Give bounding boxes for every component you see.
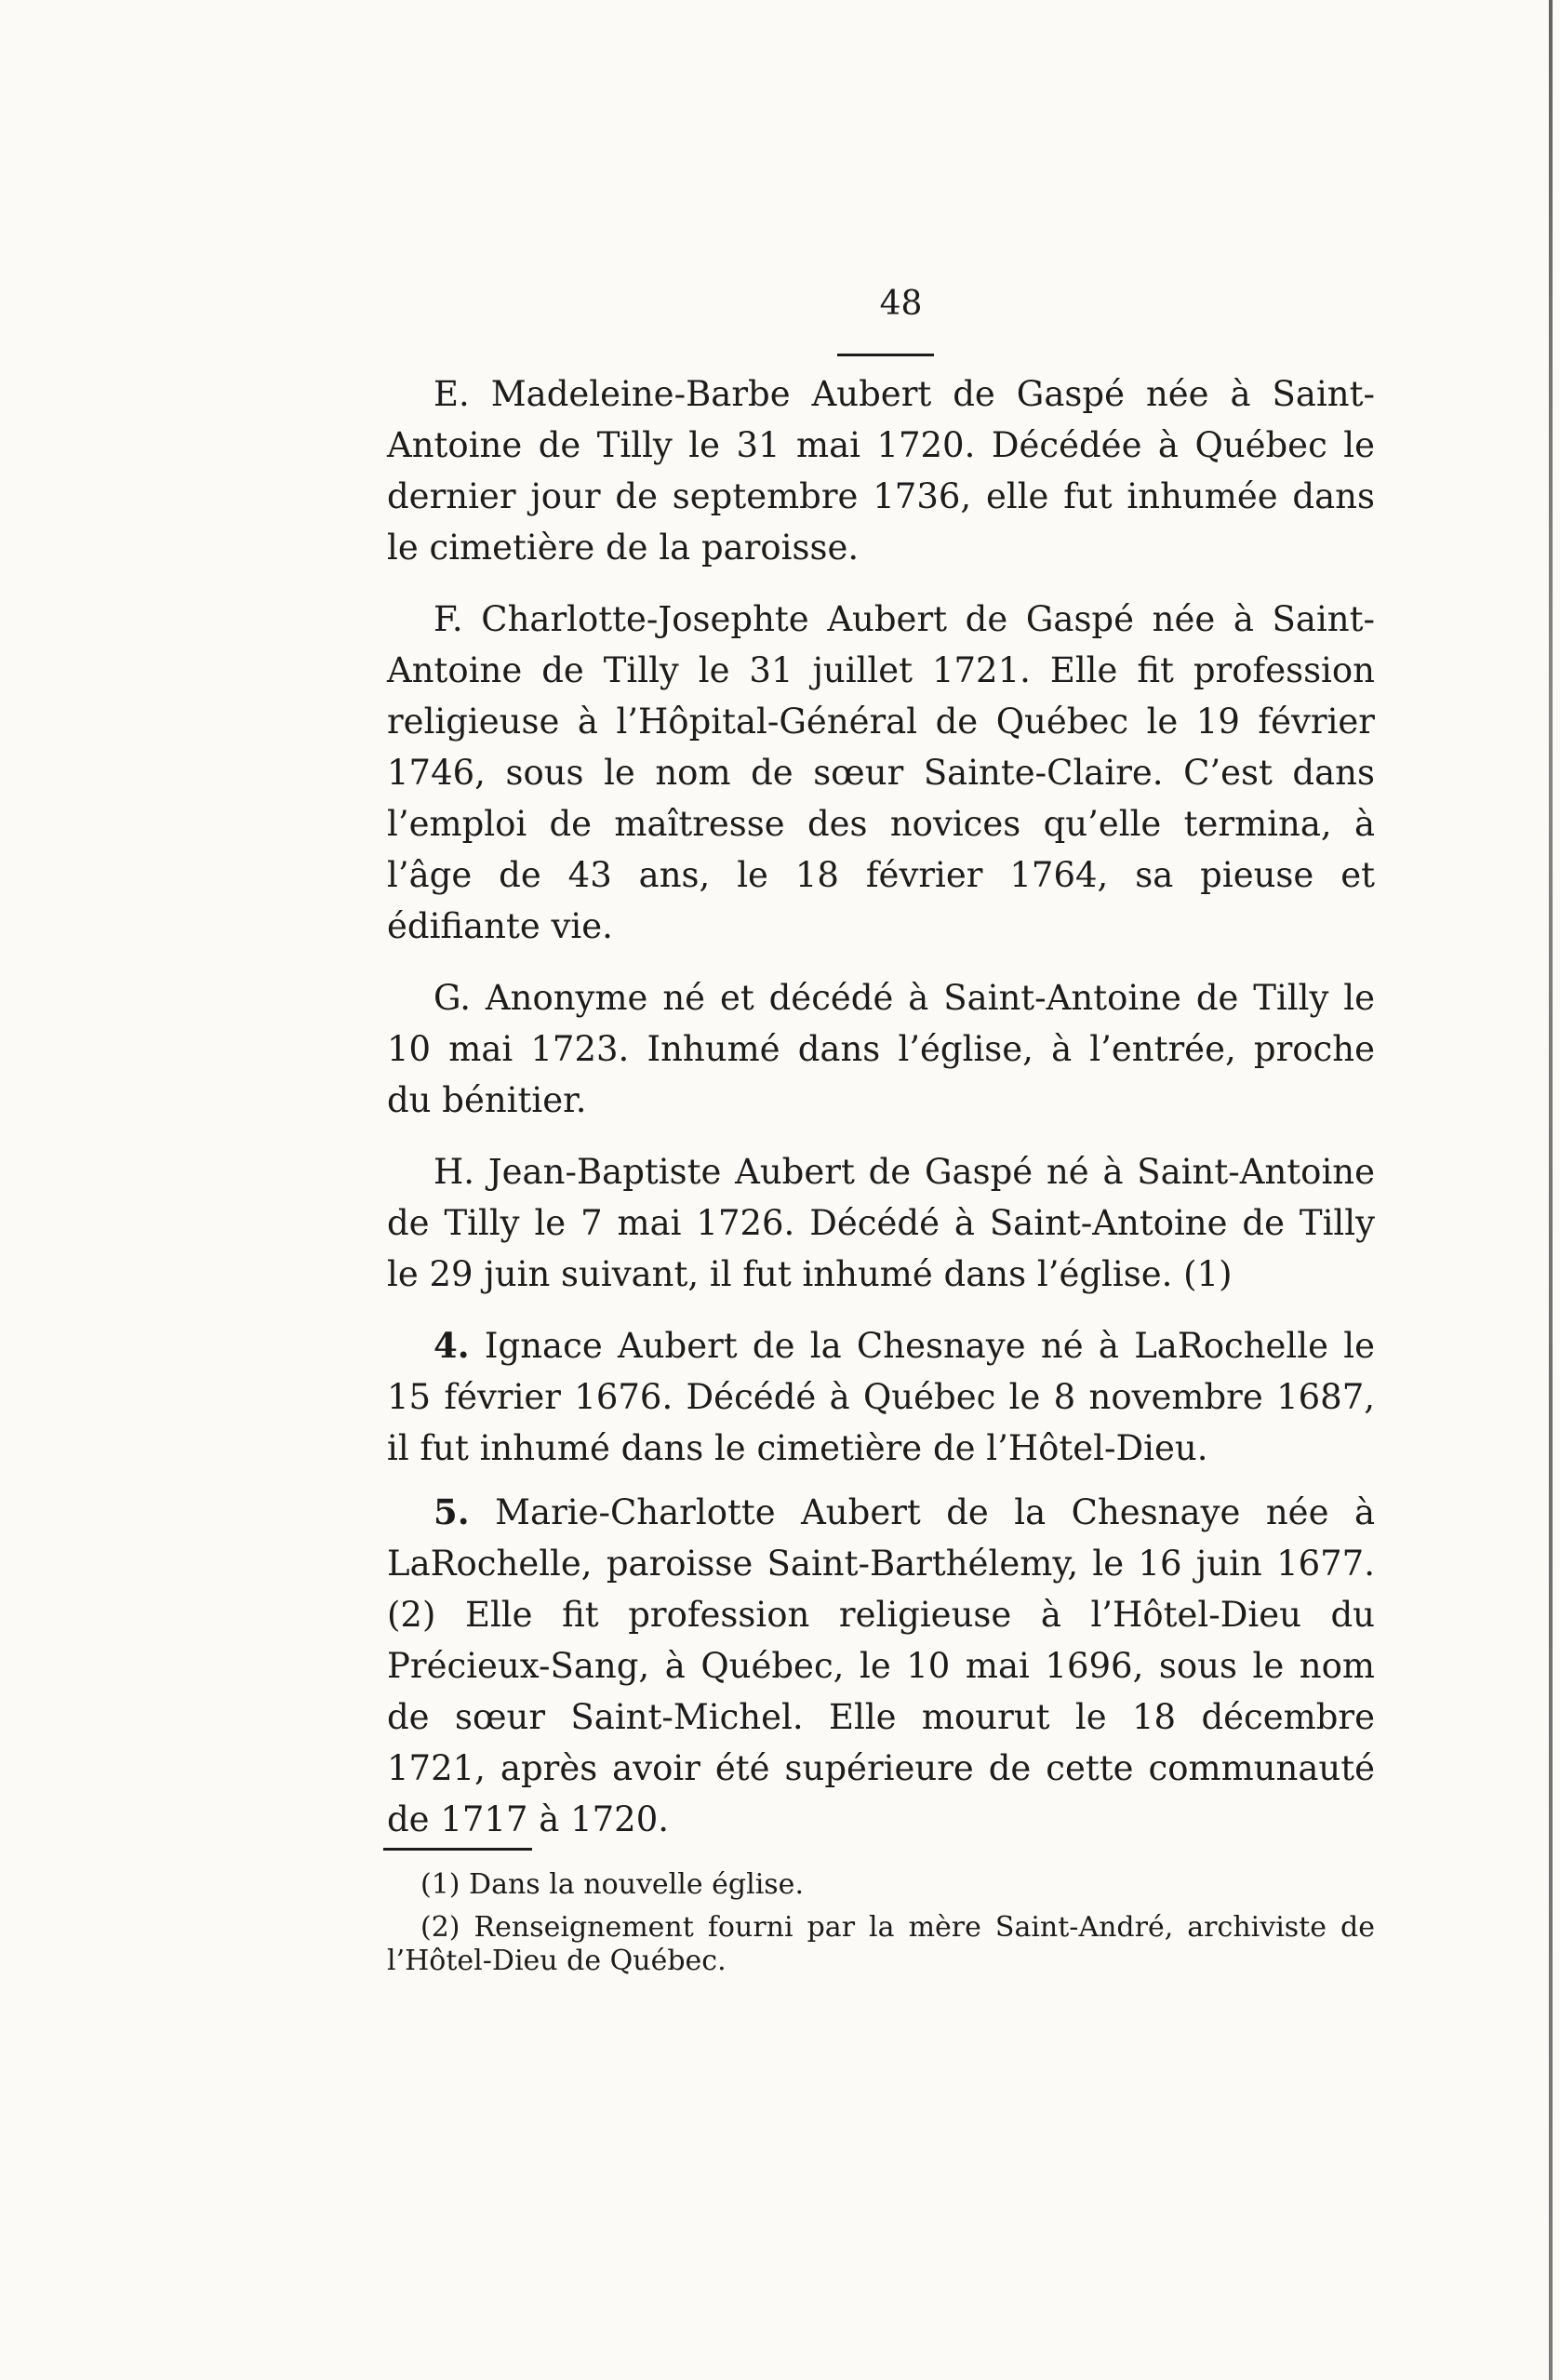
entry-text: Anonyme né et décédé à Saint-Antoine de Tilly le 10 mai 1723. Inhumé dans l’église, à l’entrée, proche du bénitier. bbox=[387, 978, 1375, 1120]
entry-paragraph bbox=[387, 594, 1375, 952]
entry-paragraph bbox=[387, 368, 1375, 573]
footnote-rule bbox=[383, 1848, 532, 1851]
entry-marker: G. bbox=[433, 978, 471, 1018]
entry-paragraph bbox=[387, 1487, 1375, 1845]
footnote bbox=[387, 1868, 1375, 1902]
entry-text: Jean-Baptiste Aubert de Gaspé né à Saint-Antoine de Tilly le 7 mai 1726. Décédé à Saint-Antoine de Tilly le 29 juin suivant, il fut inhumé dans l’église. (1) bbox=[387, 1152, 1375, 1294]
entry-text: Charlotte-Josephte Aubert de Gaspé née à Saint-Antoine de Tilly le 31 juillet 1721. Elle fit profession religieuse à l’Hôpital-Général de Québec le 19 février 1746, sous le nom de sœur Sainte-Claire. C’est dans l’emploi de maîtresse des novices qu’elle termina, à l’âge de 43 ans, le 18 février 1764, sa pieuse et édifiante vie. bbox=[387, 599, 1375, 946]
entry-paragraph bbox=[387, 1320, 1375, 1474]
page-number: 48 bbox=[879, 285, 923, 323]
entry-marker: E. bbox=[433, 374, 470, 414]
entry-marker: 4. bbox=[433, 1325, 470, 1366]
footnote bbox=[387, 1911, 1375, 1978]
footnote-text: Renseignement fourni par la mère Saint-André, archiviste de l’Hôtel-Dieu de Québec. bbox=[387, 1911, 1375, 1977]
body-text bbox=[387, 368, 1375, 1858]
page-number-rule bbox=[837, 354, 934, 356]
footnote-marker: (1) bbox=[420, 1868, 460, 1901]
entry-marker: F. bbox=[433, 599, 463, 639]
entry-text: Madeleine-Barbe Aubert de Gaspé née à Saint-Antoine de Tilly le 31 mai 1720. Décédée à Québec le dernier jour de septembre 1736, elle fut inhumée dans le cimetière de la paroisse. bbox=[387, 374, 1376, 568]
footnote-text: Dans la nouvelle église. bbox=[469, 1868, 804, 1901]
entry-marker: 5. bbox=[433, 1491, 470, 1532]
entry-text: Ignace Aubert de la Chesnaye né à LaRochelle le 15 février 1676. Décédé à Québec le 8 novembre 1687, il fut inhumé dans le cimetière de l’Hôtel-Dieu. bbox=[387, 1326, 1375, 1468]
page-edge-shadow bbox=[1549, 0, 1553, 2380]
entry-paragraph bbox=[387, 972, 1375, 1126]
entry-text: Marie-Charlotte Aubert de la Chesnaye née à LaRochelle, paroisse Saint-Barthélemy, le 16 juin 1677. (2) Elle fit profession religieuse à l’Hôtel-Dieu du Précieux-Sang, à Québec, le 10 mai 1696, sous le nom de sœur Saint-Michel. Elle mourut le 18 décembre 1721, après avoir été supérieure de cette communauté de 1717 à 1720. bbox=[387, 1492, 1375, 1839]
footnote-marker: (2) bbox=[420, 1911, 460, 1944]
entry-paragraph bbox=[387, 1146, 1375, 1300]
entry-marker: H. bbox=[433, 1152, 475, 1192]
footnotes bbox=[387, 1868, 1375, 1987]
